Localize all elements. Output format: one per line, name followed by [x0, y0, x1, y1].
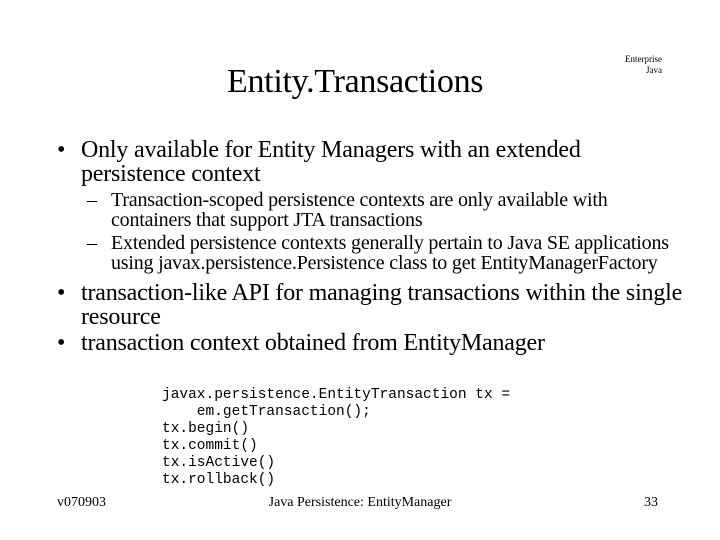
footer-title: Java Persistence: EntityManager [268, 495, 452, 510]
footer-version: v070903 [57, 495, 106, 510]
sub-bullet-item [87, 233, 687, 273]
corner-label-line1: Enterprise [625, 54, 662, 64]
bullet-item [57, 281, 687, 329]
corner-label-line2: Java [646, 65, 662, 75]
bullet-marker: • [57, 137, 66, 163]
page-number: 33 [644, 495, 658, 510]
sub-bullet-text: Transaction-scoped persistence contexts are only available with containers that support JTA transactions [111, 189, 608, 231]
bullet-list [57, 138, 687, 355]
sub-bullet-list [87, 190, 687, 273]
sub-bullet-marker: – [87, 189, 97, 211]
sub-bullet-text: Extended persistence contexts generally pertain to Java SE applications using javax.persistence.Persistence class to get EntityManagerFactory [111, 232, 669, 274]
bullet-text: transaction-like API for managing transactions within the single resource [81, 280, 683, 330]
corner-label [625, 54, 662, 76]
bullet-text: Only available for Entity Managers with an extended persistence context [81, 137, 581, 187]
sub-bullet-item [87, 190, 687, 230]
bullet-text: transaction context obtained from EntityManager [81, 330, 545, 356]
code-sample: javax.persistence.EntityTransaction tx = em.getTransaction(); tx.begin() tx.commit() tx.isActive() tx.rollback() [162, 387, 511, 488]
sub-bullet-marker: – [87, 232, 97, 254]
bullet-marker: • [57, 330, 66, 356]
bullet-item [57, 138, 687, 186]
bullet-marker: • [57, 280, 66, 306]
bullet-item [57, 331, 687, 355]
slide-title: Entity.Transactions [227, 63, 484, 100]
